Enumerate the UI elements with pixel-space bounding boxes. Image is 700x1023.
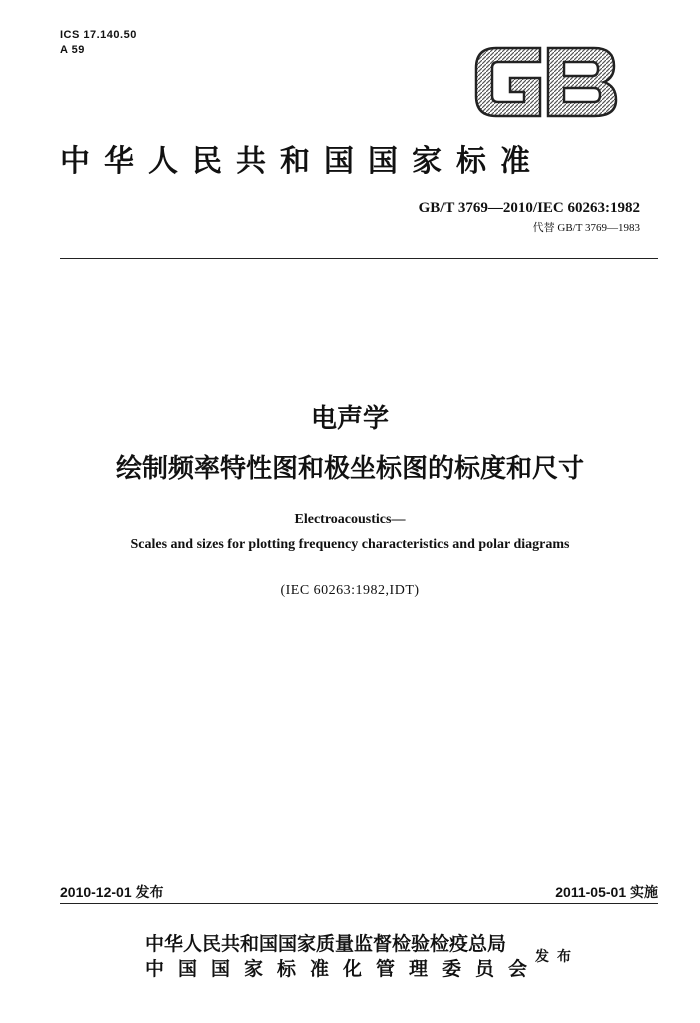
- effective-date: 2011-05-01 实施: [555, 884, 658, 900]
- issuer-line1: 中华人民共和国国家质量监督检验检疫总局: [145, 933, 507, 955]
- title-cn-line2: 绘制频率特性图和极坐标图的标度和尺寸: [115, 454, 584, 484]
- classification-codes: [60, 28, 137, 58]
- standard-type-title: 中华人民共和国国家标准: [60, 144, 544, 179]
- adoption-note: (IEC 60263:1982,IDT): [280, 583, 420, 598]
- title-en-line2: Scales and sizes for plotting frequency characteristics and polar diagrams: [130, 537, 570, 552]
- gb-logo: [470, 40, 620, 124]
- issue-date: 2010-12-01 发布: [60, 884, 164, 900]
- footer-divider: [60, 903, 658, 904]
- ics-code: ICS 17.140.50: [60, 29, 137, 41]
- issuer-line2: 中国国家标准化管理委员会: [145, 958, 542, 980]
- title-en-line1: Electroacoustics—: [294, 512, 406, 527]
- title-cn-line1: 电声学: [310, 404, 389, 434]
- header-divider: [60, 258, 658, 259]
- replaces-note: 代替 GB/T 3769—1983: [532, 222, 640, 234]
- standard-number: GB/T 3769—2010/IEC 60263:1982: [418, 200, 640, 216]
- ccs-code: A 59: [60, 44, 85, 56]
- publish-label: 发布: [535, 949, 579, 965]
